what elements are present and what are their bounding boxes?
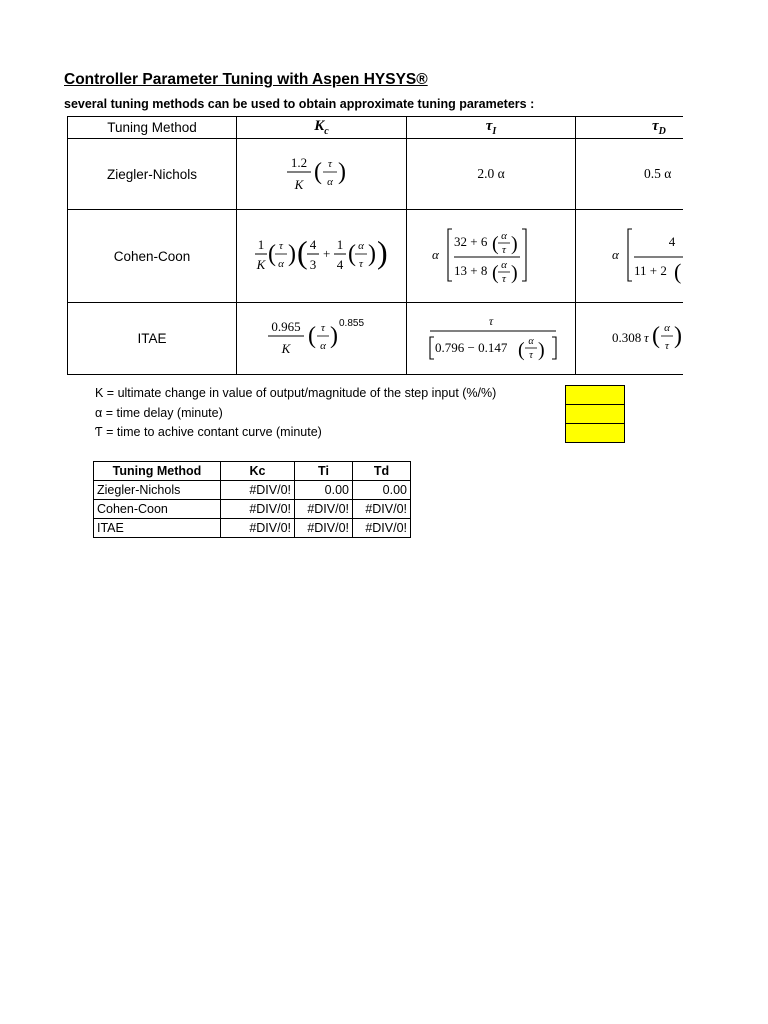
svg-text:13 + 8: 13 + 8 xyxy=(454,262,488,278)
results-header-kc: Kc xyxy=(221,462,295,481)
svg-text:): ) xyxy=(511,232,518,255)
results-td[interactable]: #DIV/0! xyxy=(353,500,411,519)
definition-alpha: α = time delay (minute) xyxy=(95,405,223,420)
results-td[interactable]: 0.00 xyxy=(353,481,411,500)
results-td[interactable]: #DIV/0! xyxy=(353,519,411,538)
svg-text:(: ( xyxy=(492,232,499,255)
results-ti[interactable]: 0.00 xyxy=(295,481,353,500)
table-row xyxy=(94,481,411,500)
results-method: ITAE xyxy=(94,519,221,538)
results-header-method: Tuning Method xyxy=(94,462,221,481)
svg-text:11 + 2: 11 + 2 xyxy=(634,262,667,278)
svg-text:): ) xyxy=(674,323,682,349)
formula-cc-ti xyxy=(407,210,576,303)
svg-text:): ) xyxy=(538,339,545,361)
svg-text:τ: τ xyxy=(502,272,506,285)
results-kc[interactable]: #DIV/0! xyxy=(221,500,295,519)
svg-text:α: α xyxy=(319,340,326,352)
svg-text:K: K xyxy=(256,256,265,272)
svg-text:τ: τ xyxy=(320,322,325,334)
svg-text:(: ( xyxy=(267,240,276,267)
table-row xyxy=(94,500,411,519)
results-method: Cohen-Coon xyxy=(94,500,221,519)
svg-text:1.2: 1.2 xyxy=(290,154,307,170)
header-tau-i: $\tau_I$ xyxy=(407,117,576,139)
method-ziegler-nichols: Ziegler-Nichols xyxy=(68,139,237,210)
svg-text:(: ( xyxy=(518,339,525,361)
svg-text:τ: τ xyxy=(529,350,533,361)
svg-text:32 + 6: 32 + 6 xyxy=(454,233,488,249)
svg-text:(: ( xyxy=(296,233,308,270)
svg-text:(: ( xyxy=(674,258,682,284)
variable-definitions xyxy=(95,386,496,445)
svg-text:4: 4 xyxy=(668,233,676,249)
svg-text:0.965: 0.965 xyxy=(270,319,301,334)
header-tau-d: $\tau_D$ xyxy=(576,117,684,139)
svg-text:α: α xyxy=(664,322,670,334)
svg-text:τ: τ xyxy=(488,314,494,328)
svg-text:4: 4 xyxy=(336,256,343,272)
svg-text:K: K xyxy=(281,341,290,356)
results-ti[interactable]: #DIV/0! xyxy=(295,500,353,519)
formula-zn-ti: 2.0 α xyxy=(407,139,576,210)
results-ti[interactable]: #DIV/0! xyxy=(295,519,353,538)
svg-text:(: ( xyxy=(347,240,356,267)
results-table xyxy=(93,461,411,538)
definition-tau: Ƭ = time to achive contant curve (minute) xyxy=(95,425,322,439)
svg-text:τ: τ xyxy=(665,340,669,352)
svg-text:4: 4 xyxy=(309,236,316,252)
table-row xyxy=(94,519,411,538)
results-header-row xyxy=(94,462,411,481)
svg-text:τ: τ xyxy=(278,239,283,252)
formula-row-ziegler-nichols xyxy=(68,139,684,210)
header-kc: $K_c$ xyxy=(237,117,407,139)
tuning-formula-table xyxy=(67,116,683,375)
svg-text:0.308: 0.308 xyxy=(612,330,642,345)
svg-text:K: K xyxy=(294,176,303,192)
formula-row-itae xyxy=(68,303,684,375)
svg-text:+: + xyxy=(322,245,330,261)
formula-zn-kc xyxy=(237,139,407,210)
svg-text:τ: τ xyxy=(502,243,506,256)
svg-text:α: α xyxy=(528,336,534,347)
svg-text:0.796 − 0.147: 0.796 − 0.147 xyxy=(435,340,508,355)
page-subtitle: several tuning methods can be used to obtain approximate tuning parameters : xyxy=(64,97,535,111)
results-kc[interactable]: #DIV/0! xyxy=(221,519,295,538)
svg-text:): ) xyxy=(511,261,518,284)
results-kc[interactable]: #DIV/0! xyxy=(221,481,295,500)
definition-k: K = ultimate change in value of output/magnitude of the step input (%/%) xyxy=(95,386,497,400)
svg-text:(: ( xyxy=(652,323,660,349)
results-method: Ziegler-Nichols xyxy=(94,481,221,500)
svg-text:α: α xyxy=(357,239,364,252)
svg-text:): ) xyxy=(337,158,346,185)
method-itae: ITAE xyxy=(68,303,237,375)
formula-itae-td xyxy=(576,303,684,375)
formula-cc-td xyxy=(576,210,684,303)
svg-text:α: α xyxy=(501,229,507,242)
svg-text:τ: τ xyxy=(358,257,363,270)
svg-text:α: α xyxy=(277,257,284,270)
svg-text:α: α xyxy=(612,246,619,262)
svg-text:1: 1 xyxy=(336,236,343,252)
input-cell-tau[interactable] xyxy=(565,423,625,443)
formula-row-cohen-coon xyxy=(68,210,684,303)
svg-text:(: ( xyxy=(313,158,322,185)
input-cell-alpha[interactable] xyxy=(565,404,625,424)
svg-text:): ) xyxy=(287,240,296,267)
svg-text:τ: τ xyxy=(644,330,649,345)
svg-text:1: 1 xyxy=(257,236,264,252)
svg-text:τ: τ xyxy=(327,157,332,170)
method-cohen-coon: Cohen-Coon xyxy=(68,210,237,303)
svg-text:): ) xyxy=(376,233,388,270)
formula-itae-ti xyxy=(407,303,576,375)
input-cell-k[interactable] xyxy=(565,385,625,405)
svg-text:α: α xyxy=(501,258,507,271)
svg-text:α: α xyxy=(432,246,439,262)
svg-text:0.855: 0.855 xyxy=(338,318,364,329)
results-header-td: Td xyxy=(353,462,411,481)
formula-zn-td: 0.5 α xyxy=(576,139,684,210)
svg-text:α: α xyxy=(326,175,333,188)
svg-text:3: 3 xyxy=(309,256,316,272)
page-title: Controller Parameter Tuning with Aspen HYSYS® xyxy=(64,71,428,88)
header-tuning-method: Tuning Method xyxy=(68,117,237,139)
svg-text:(: ( xyxy=(492,261,499,284)
formula-cc-kc xyxy=(237,210,407,303)
svg-text:): ) xyxy=(329,323,338,349)
results-header-ti: Ti xyxy=(295,462,353,481)
svg-text:): ) xyxy=(367,240,376,267)
formula-itae-kc xyxy=(237,303,407,375)
svg-text:(: ( xyxy=(307,323,316,349)
